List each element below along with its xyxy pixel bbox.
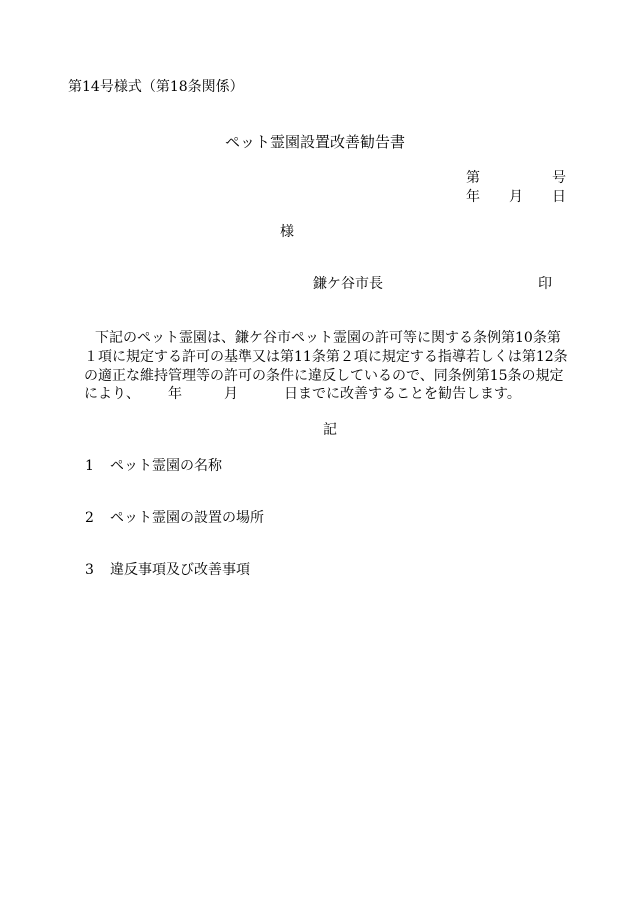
item-number: 1 bbox=[85, 458, 94, 474]
item-number: 2 bbox=[85, 510, 94, 526]
addressee-suffix: 様 bbox=[280, 224, 294, 240]
sender-name: 鎌ケ谷市長 bbox=[313, 276, 383, 292]
body-last-start: により、 bbox=[84, 386, 140, 402]
form-number: 第14号様式（第18条関係） bbox=[68, 79, 244, 95]
item-label: ペット霊園の名称 bbox=[110, 458, 222, 474]
date-year-label: 年 bbox=[466, 189, 480, 205]
body-text-line: の適正な維持管理等の許可の条件に違反しているので、同条例第15条の規定 bbox=[84, 368, 564, 384]
item-number: 3 bbox=[85, 562, 94, 578]
body-last-end: 日までに改善することを勧告します。 bbox=[284, 386, 521, 402]
body-text-last-line bbox=[84, 387, 521, 401]
document-number-suffix: 号 bbox=[552, 170, 566, 186]
list-item bbox=[85, 563, 250, 577]
body-last-year: 年 bbox=[168, 386, 182, 402]
list-item bbox=[85, 459, 222, 473]
document-number-prefix: 第 bbox=[466, 170, 480, 186]
item-label: 違反事項及び改善事項 bbox=[110, 562, 250, 578]
date-month-label: 月 bbox=[509, 189, 523, 205]
body-text-line: １項に規定する許可の基準又は第11条第２項に規定する指導若しくは第12条 bbox=[84, 349, 568, 365]
seal-mark: 印 bbox=[538, 276, 552, 292]
date-day-label: 日 bbox=[552, 189, 566, 205]
item-label: ペット霊園の設置の場所 bbox=[110, 510, 264, 526]
body-last-month: 月 bbox=[224, 386, 238, 402]
body-text-line: 下記のペット霊園は、鎌ケ谷市ペット霊園の許可等に関する条例第10条第 bbox=[95, 330, 561, 346]
document-title: ペット霊園設置改善勧告書 bbox=[224, 133, 405, 151]
ki-heading: 記 bbox=[323, 422, 337, 438]
list-item bbox=[85, 511, 264, 525]
